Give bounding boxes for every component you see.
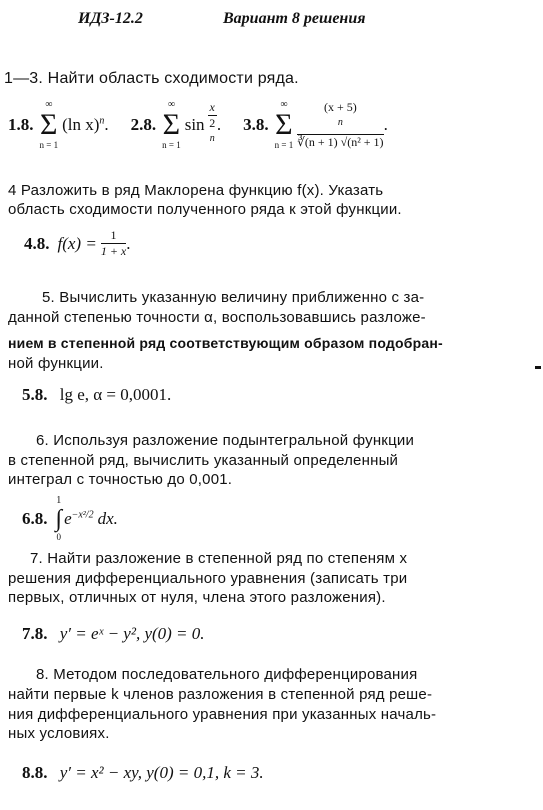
task7-expr: y′ = eˣ − y², y(0) = 0. [59, 624, 205, 643]
task4-line1: 4 Разложить в ряд Маклорена функцию f(x). Указать [8, 182, 384, 199]
margin-mark [535, 366, 541, 369]
task5-line3: нием в степенной ряд соответствующим образом подобран- [8, 335, 443, 351]
integral-sign: 1 ∫ 0 [55, 495, 63, 542]
task4-line2: область сходимости полученного ряда к этой функции. [8, 201, 402, 218]
task5-n: 5.8. [22, 385, 48, 404]
task6-n: 6.8. [22, 509, 48, 528]
task1-formulas: 1.8. ∞ Σ n = 1 (ln x)$^n$. 2.8. ∞ Σ n = 1 sin x 2 $^n$ . 3.8. ∞ Σ n = 1 (x + 5) $^n$ ∛(n + 1) √(n² + 1) . [8, 99, 388, 150]
task5-line2: данной степенью точности α, воспользовавшись разложе- [8, 309, 426, 326]
s2-frac: x 2 $^n$ [209, 100, 216, 144]
s2-expr: sin [184, 115, 205, 134]
sum-sign-2: ∞ Σ n = 1 [162, 99, 181, 150]
task8-formula [22, 763, 264, 783]
task7-line2: решения дифференциального уравнения (записать три [8, 570, 408, 587]
task8-n: 8.8. [22, 763, 48, 782]
task8-line3: ния дифференциального уравнения при указанных началь- [8, 706, 437, 723]
task6-expr: $e^{-x^2/2}$ [64, 509, 94, 528]
task8-line2: найти первые k членов разложения в степенной ряд реше- [8, 686, 433, 703]
task4-frac: $\frac{1}{1 + x}$ [100, 228, 127, 258]
task4-n: 4.8. [24, 233, 50, 253]
task6-formula [22, 495, 118, 543]
task7-line1: 7. Найти разложение в степенной ряд по степеням x [30, 550, 408, 567]
task7-formula [22, 624, 205, 644]
task8-line4: ных условиях. [8, 725, 110, 742]
task4-lhs: f(x) = [57, 233, 97, 253]
task1-n2: 2.8. [130, 115, 157, 134]
sum-sign-3: ∞ Σ n = 1 [274, 99, 294, 150]
task7-n: 7.8. [22, 624, 48, 643]
doc-title: ИДЗ-12.2 [78, 10, 143, 27]
task8-line1: 8. Методом последовательного дифференцирования [36, 666, 418, 683]
task8-expr: y′ = x² − xy, y(0) = 0,1, k = 3. [59, 763, 264, 782]
task6-line2: в степенной ряд, вычислить указанный определенный [8, 452, 399, 469]
task5-line1: 5. Вычислить указанную величину приближенно с за- [42, 289, 425, 306]
sum-sign-1: ∞ Σ n = 1 [39, 99, 59, 150]
s3-frac: (x + 5) $^n$ ∛(n + 1) √(n² + 1) [297, 100, 384, 149]
task7-line3: первых, отличных от нуля, члена этого разложения). [8, 589, 386, 606]
task6-line1: 6. Используя разложение подынтегральной функции [36, 432, 415, 449]
task1-n3: 3.8. [243, 115, 269, 134]
task5-expr: lg e, α = 0,0001. [59, 385, 172, 404]
doc-subtitle: Вариант 8 решения [223, 10, 366, 27]
task5-formula [22, 385, 171, 405]
task1-heading: 1—3. Найти область сходимости ряда. [4, 70, 299, 87]
task1-n1: 1.8. [8, 115, 34, 134]
task6-line3: интеграл с точностью до 0,001. [8, 471, 233, 488]
task6-dx: dx. [97, 509, 118, 528]
task5-line4: ной функции. [8, 355, 104, 372]
task4-formula: 4.8. f(x) = $\frac{1}{1 + x}$ . [24, 228, 131, 258]
s1-expr: (ln x)$^n$. [62, 115, 109, 134]
